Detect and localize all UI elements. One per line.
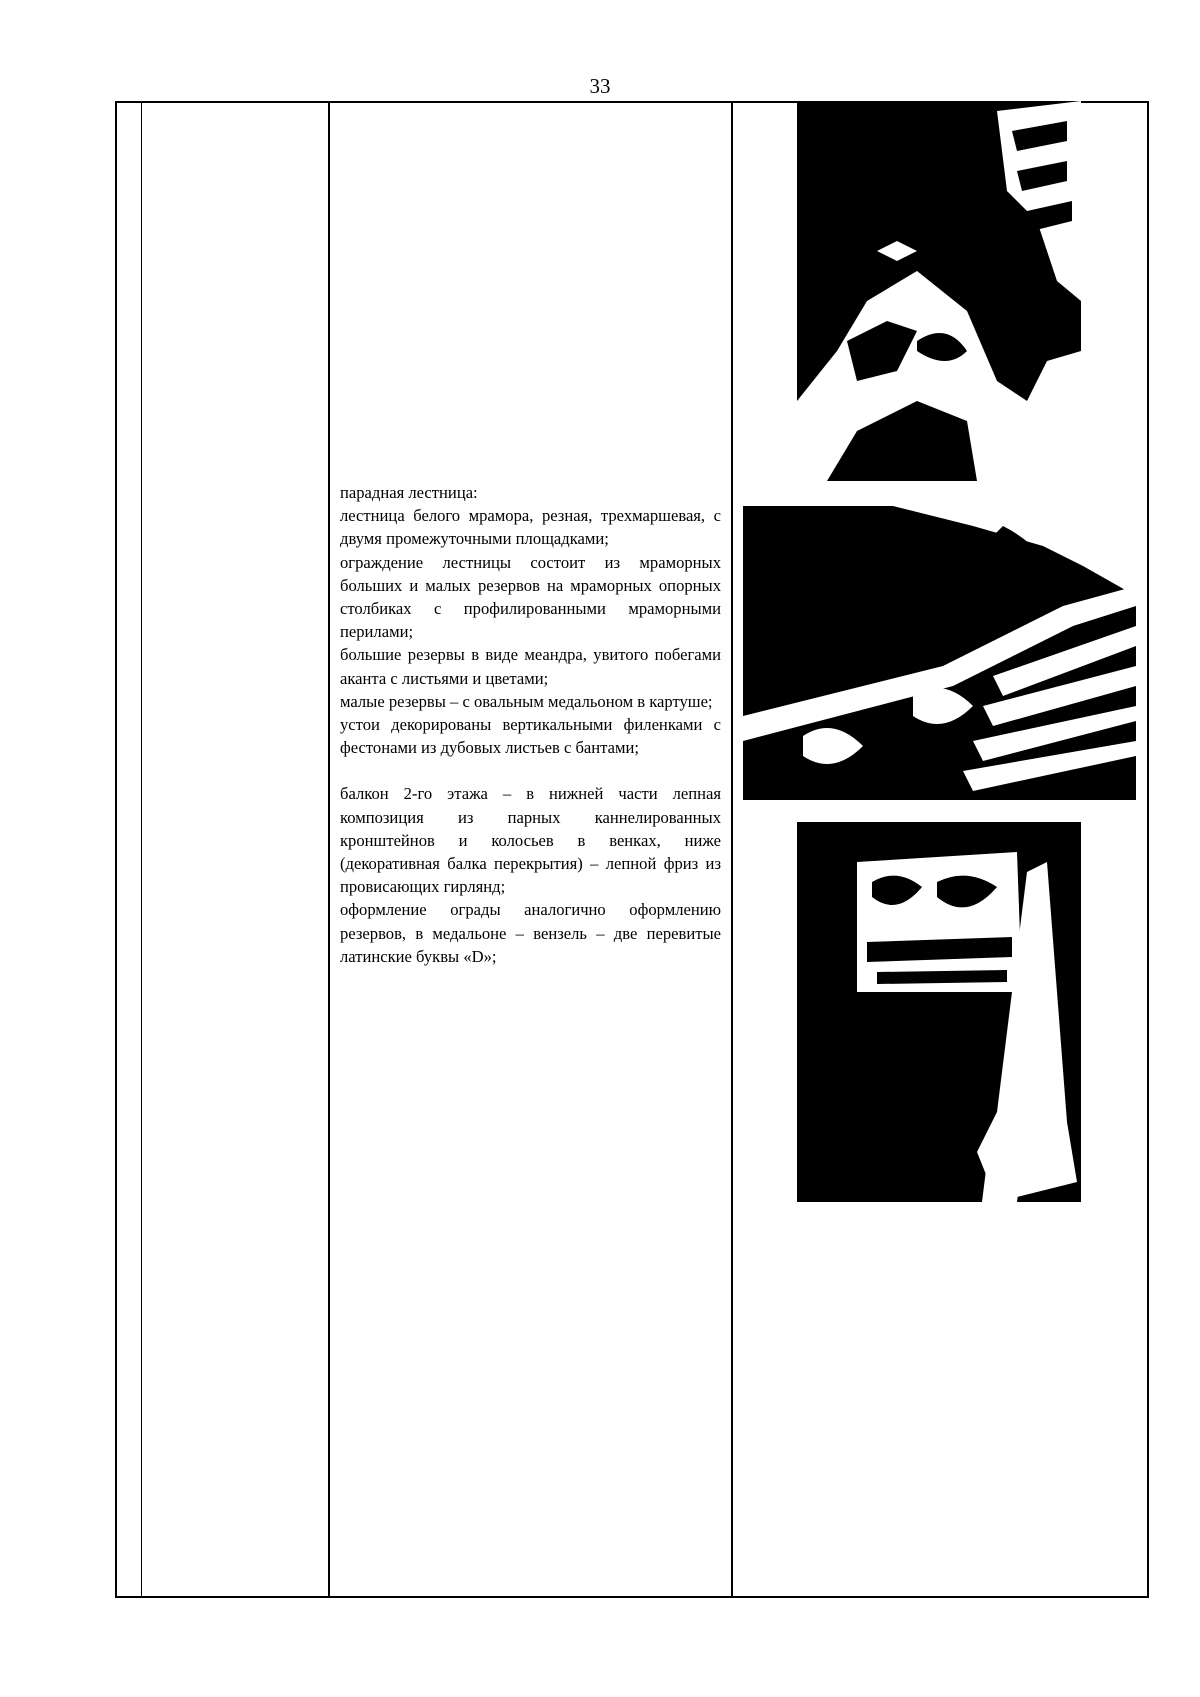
staircase-balustrade-photo [743,506,1136,800]
staircase-balustrade-image [743,506,1136,800]
description-heading: парадная лестница: [340,483,478,502]
balcony-detail-image [797,822,1081,1202]
description-cell [340,481,721,968]
balcony-detail-photo [797,822,1081,1202]
description-paragraph: лестница белого мрамора, резная, трехмаршевая, с двумя промежуточными площадками; [340,506,721,549]
paragraph-gap [340,759,721,782]
description-paragraph: устои декорированы вертикальными филенками с фестонами из дубовых листьев с бантами; [340,715,721,758]
description-paragraph: ограждение лестницы состоит из мраморных больших и малых резервов на мраморных опорных столбиках с профилированными мраморными перилами; [340,552,721,642]
staircase-column-image [797,101,1081,481]
page-number: 33 [589,74,611,98]
balcony-paragraph: оформление ограды аналогично оформлению резервов, в медальоне – вензель – две перевитые латинские буквы «D»; [340,900,721,966]
table-column-divider [731,103,733,1596]
description-paragraph: малые резервы – с овальным медальоном в картуше; [340,691,713,711]
table-column-divider [141,103,142,1596]
description-paragraph: большие резервы в виде меандра, увитого побегами аканта с листьями и цветами; [340,645,721,688]
table-column-divider [328,103,330,1596]
staircase-column-photo [797,101,1081,481]
balcony-paragraph: балкон 2-го этажа – в нижней части лепная композиция из парных каннелированных кронштейнов и колосьев в венках, ниже (декоративная балка перекрытия) – лепной фриз из провисающих гирлянд; [340,784,721,897]
